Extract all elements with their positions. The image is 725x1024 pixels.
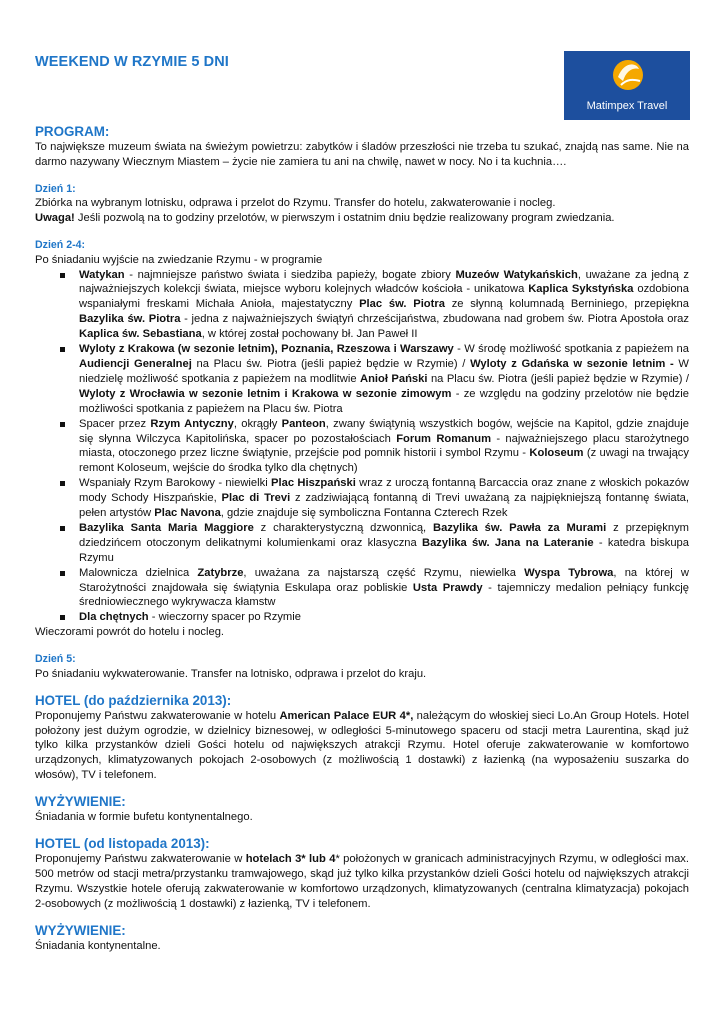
- list-item: [79, 342, 689, 417]
- list-item: [79, 417, 689, 477]
- bold-text: Rzym Antyczny: [150, 417, 234, 430]
- text-run: Spacer przez: [79, 417, 151, 430]
- text-run: z przepięknym dziedzińcem otoczonym delikatnymi kolumienkami oraz klasyczna: [79, 521, 689, 549]
- text-run: należącym do włoskiej sieci Lo.An Group Hotels. Hotel położony jest dużym ogrodzie, w dzielnicy biznesowej, w odległości 5-minutowego spaceru od stacji metra Laurentina, skąd już tylko kilka przystanków dzieli Gości hotelu od największych atrakcji Rzymu. Hotel oferuje zakwaterowanie w komfortowo urządzonych, klimatyzowanych pokojach 2-osobowych (z możliwością 1 dostawki) z łazienką (na wyposażeniu suszarka do włosów), TV i telefonem.: [35, 709, 689, 782]
- bold-text: Wyloty z Gdańska w sezonie letnim -: [470, 357, 674, 370]
- text-run: Proponujemy Państwu zakwaterowanie w hotelu: [35, 709, 280, 722]
- text-run: na Placu św. Piotra (jeśli papież będzie w Rzymie) /: [427, 372, 689, 385]
- text-run: - tajemniczy medalion pełniący funkcję średniowiecznego wykrywacza kłamstw: [79, 581, 689, 609]
- text-run: z charakterystyczną dzwonnicą,: [253, 521, 434, 534]
- bold-text: Wyloty z Krakowa (w sezonie letnim), Poznania, Rzeszowa i Warszawy: [79, 343, 454, 356]
- bold-text: Kaplica Sykstyńska: [528, 283, 634, 296]
- day-5-text: Po śniadaniu wykwaterowanie. Transfer na lotnisko, odprawa i przelot do kraju.: [35, 667, 427, 680]
- board-1-text: Śniadania w formie bufetu kontynentalnego.: [35, 811, 253, 824]
- bold-text: Plac Navona: [154, 507, 221, 520]
- text-run: wraz z uroczą fontanną Barcaccia oraz znane z włoskich pokazów mody Schody Hiszpańskie,: [79, 477, 689, 505]
- bold-text: Zatybrze: [197, 566, 244, 579]
- text-run: - katedra biskupa Rzymu: [79, 536, 689, 564]
- text-run: , na której w Starożytności znajdowała się świątynia Eskulapa oraz pobliskie: [79, 566, 689, 594]
- bold-text: Bazylika św. Pawła za Murami: [433, 521, 607, 534]
- bold-text: Koloseum: [529, 447, 584, 460]
- text-run: na Placu św. Piotra (jeśli papież będzie w Rzymie) /: [191, 357, 471, 370]
- logo-text: Matimpex Travel: [586, 100, 668, 112]
- logo-mark-icon: [609, 57, 647, 93]
- document-body: [35, 123, 689, 954]
- text-run: W niedzielę możliwość spotkania z papieżem na modlitwie: [79, 357, 689, 385]
- list-item: [79, 268, 689, 343]
- text-run: Proponujemy Państwu zakwaterowanie w: [35, 853, 246, 866]
- bold-text: Plac Hiszpański: [271, 477, 356, 490]
- text-run: , gdzie znajduje się symboliczna Fontanna Czterech Rzek: [220, 507, 508, 520]
- text-run: Malownicza dzielnica: [79, 566, 198, 579]
- day-2-4-outro: Wieczorami powrót do hotelu i nocleg.: [35, 626, 225, 639]
- text-run: , okrągły: [233, 417, 282, 430]
- day-1-warning: [35, 211, 689, 226]
- text-run: (z uwagi na trwający remont Koloseum, wejście do środka tylko dla chętnych): [79, 447, 689, 475]
- bold-text: Plac di Trevi: [221, 492, 291, 505]
- text-run: - jedna z najważniejszych świątyń chrześcijaństwa, zbudowana nad grobem św. Piotra Apostoła oraz: [180, 313, 689, 326]
- day-1-label: Dzień 1:: [35, 182, 76, 195]
- warning-label: Uwaga!: [35, 212, 75, 225]
- bold-text: Dla chętnych: [79, 611, 149, 624]
- text-run: - najważniejszego placu starożytnego miasta, otoczonego przez liczne świątynie, przejście pod pomnik historii i symbol Rzymu -: [79, 432, 689, 460]
- page-title: WEEKEND W RZYMIE 5 DNI: [35, 54, 229, 70]
- text-run: , uważane za jedną z najważniejszych kolekcji świata, miejsce wyboru kolejnych władców kościoła - unikatowa: [79, 268, 690, 296]
- text-run: - najmniejsze państwo świata i siedziba papieży, bogate zbiory: [124, 268, 456, 281]
- warning-text: Jeśli pozwolą na to godziny przelotów, w pierwszym i ostatnim dniu będzie realizowany program zwiedzania.: [74, 212, 615, 225]
- bold-text: American Palace EUR 4*,: [279, 709, 414, 722]
- text-run: Wspaniały Rzym Barokowy - niewielki: [79, 477, 272, 490]
- text-run: - ze względu na godziny przelotów nie będzie możliwości spotkania z papieżem na Placu św. Piotra: [79, 387, 689, 415]
- bold-text: Usta Prawdy: [412, 581, 483, 594]
- day-1-text: Zbiórka na wybranym lotnisku, odprawa i przelot do Rzymu. Transfer do hotelu, zakwaterowanie i nocleg.: [35, 197, 556, 210]
- sightseeing-list: [35, 268, 689, 626]
- bold-text: Forum Romanum: [396, 432, 492, 445]
- bold-text: Bazylika św. Jana na Lateranie: [421, 536, 594, 549]
- bold-text: Audiencji Generalnej: [79, 357, 192, 370]
- bold-text: hotelach 3* lub 4: [245, 853, 336, 866]
- bold-text: Wyspa Tybrowa: [524, 566, 614, 579]
- hotel-1-text: [35, 709, 689, 784]
- text-run: z zadziwiającą fontanną di Trevi uważaną za najpiękniejszą fontannę świata, pełen artystów: [79, 492, 690, 520]
- hotel-2-text: [35, 852, 689, 912]
- text-run: - wieczorny spacer po Rzymie: [148, 611, 301, 624]
- list-item: [79, 476, 689, 521]
- list-item: [79, 566, 689, 611]
- program-heading: PROGRAM:: [35, 124, 110, 139]
- bold-text: Muzeów Watykańskich: [455, 268, 578, 281]
- board-2-text: Śniadania kontynentalne.: [35, 939, 161, 952]
- bold-text: Bazylika Santa Maria Maggiore: [79, 521, 254, 534]
- board-2-heading: WYŻYWIENIE:: [35, 922, 126, 938]
- bold-text: Anioł Pański: [360, 372, 428, 385]
- text-run: ozdobiona wspaniałymi freskami Michała Anioła, majestatyczny: [79, 283, 689, 311]
- day-2-4-label: Dzień 2-4:: [35, 239, 86, 252]
- text-run: , zwany świątynią wszystkich bogów, wejście na Kapitol, gdzie znajduje się słynna Wilczyca Kapitolińska, spacer po pozostałościach: [79, 417, 689, 445]
- list-item: [79, 610, 689, 625]
- text-run: * położonych w granicach administracyjnych Rzymu, w odległości max. 500 metrów od stacji metra/przystanku tramwajowego, skąd już tylko kilka przystanków dzieli Gości hotelu od największych atrakcji Rzymu. Wszystkie hotele oferują zakwaterowanie w komfortowo urządzonych, klimatyzowanych (centralna klimatyzacja) pokojach 2-osobowych (z możliwością 1 dostawki) z łazienką, TV i telefonem.: [35, 853, 689, 910]
- text-run: , w której został pochowany bł. Jan Paweł II: [201, 328, 418, 341]
- bold-text: Bazylika św. Piotra: [79, 313, 181, 326]
- bold-text: Watykan: [79, 268, 125, 281]
- day-2-4-intro: Po śniadaniu wyjście na zwiedzanie Rzymu - w programie: [35, 253, 323, 266]
- hotel-1-heading: HOTEL (do października 2013):: [35, 692, 232, 708]
- text-run: - W środę możliwość spotkania z papieżem na: [453, 343, 690, 356]
- list-item: [79, 521, 689, 566]
- bold-text: Wyloty z Wrocławia w sezonie letnim i Krakowa w sezonie zimowym: [79, 387, 452, 400]
- bold-text: Kaplica św. Sebastiana: [79, 328, 202, 341]
- board-1-heading: WYŻYWIENIE:: [35, 794, 126, 810]
- bold-text: Panteon: [281, 417, 326, 430]
- bold-text: Plac św. Piotra: [359, 298, 445, 311]
- text-run: ze słynną kolumnadą Berniniego, przepiękna: [444, 298, 689, 311]
- day-5-label: Dzień 5:: [35, 653, 76, 666]
- program-intro: To największe muzeum świata na świeżym powietrzu: zabytków i śladów przeszłości nie trzeba tu szukać, znajdą nas same. Nie na darmo nazywany Wiecznym Miastem – życie nie zamiera tu ani na chwilę, nawet w nocy. No i ta kuchnia….: [35, 141, 689, 168]
- hotel-2-heading: HOTEL (od listopada 2013):: [35, 836, 210, 852]
- company-logo: [564, 51, 690, 120]
- text-run: , uważana za najstarszą część Rzymu, niewielka: [243, 566, 525, 579]
